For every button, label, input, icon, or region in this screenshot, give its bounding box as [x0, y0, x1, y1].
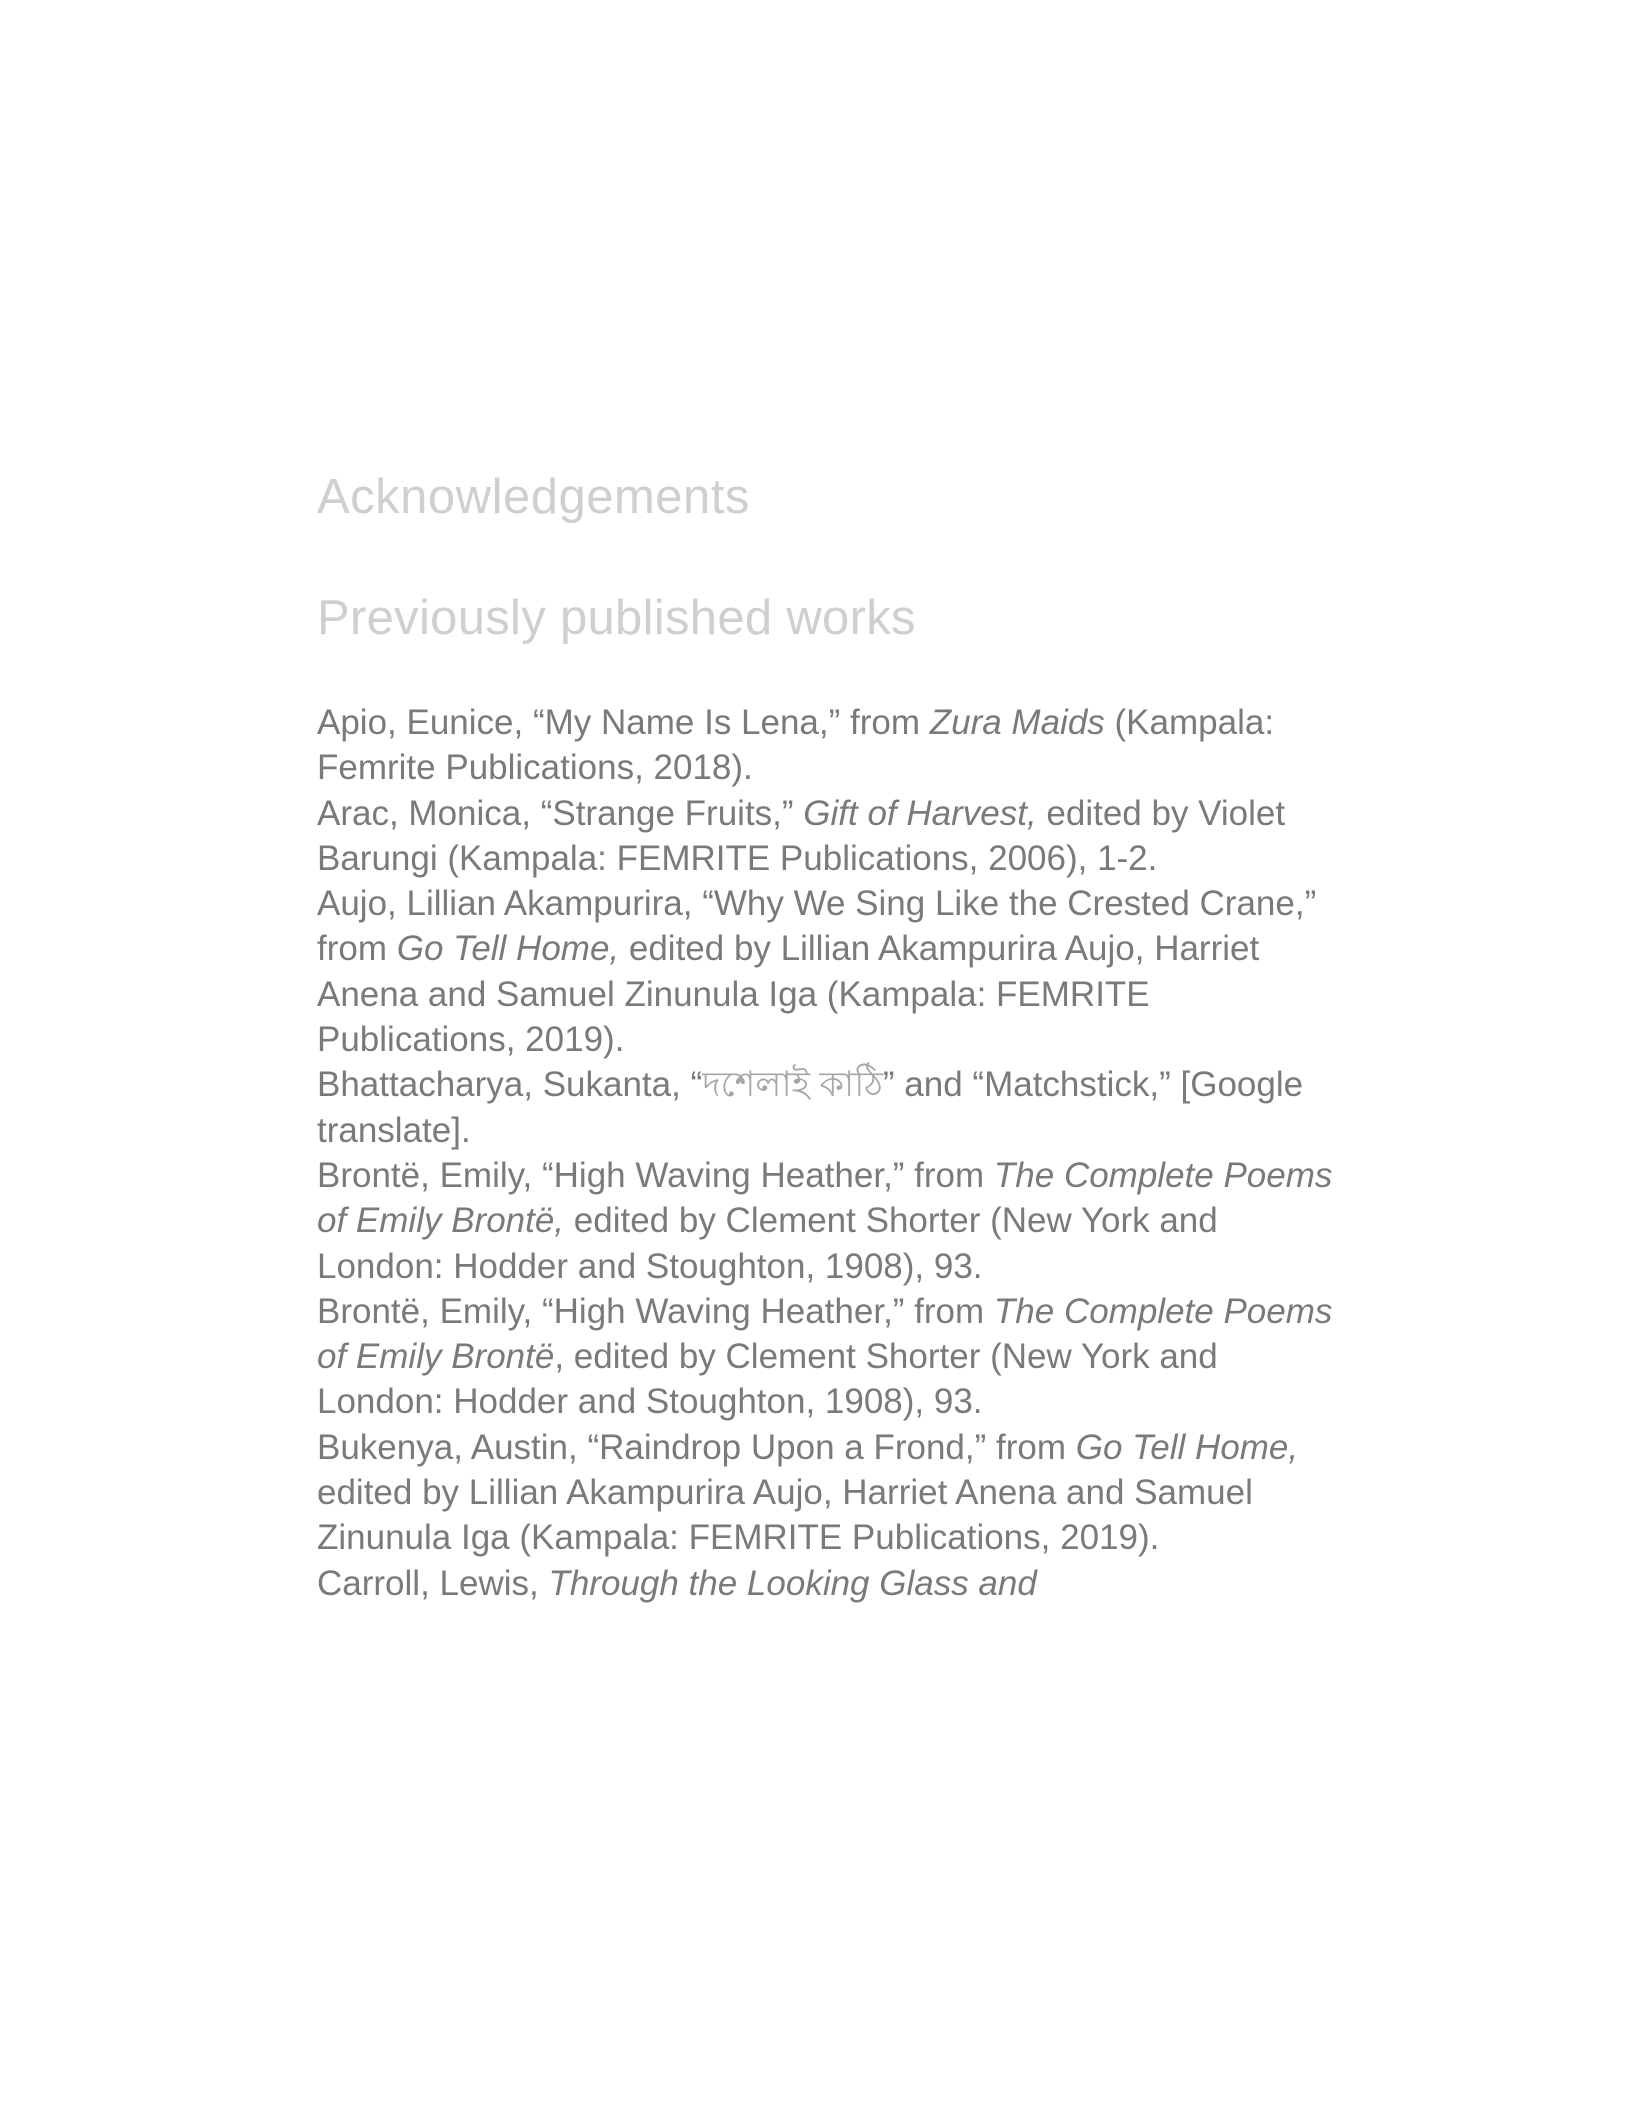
entry-title: “High Waving Heather,” from [541, 1291, 994, 1331]
section-heading: Previously published works [317, 591, 916, 645]
entry-details: edited by Violet Barungi (Kampala: FEMRITE Publications, 2006), 1-2. [317, 793, 1286, 878]
entry-author: Brontë, Emily, [317, 1155, 542, 1195]
entry-author: Carroll, Lewis, [317, 1563, 549, 1603]
entry-title: “Raindrop Upon a Frond,” from [587, 1427, 1076, 1467]
entry-author: Bukenya, Austin, [317, 1427, 588, 1467]
entry-details: edited by Lillian Akampurira Aujo, Harriet Anena and Samuel Zinunula Iga (Kampala: FEMRITE Publications, 2019). [317, 1473, 1253, 1558]
entry-work: Go Tell Home, [1075, 1427, 1299, 1467]
page-title: Acknowledgements [317, 470, 750, 524]
entry-author: Brontë, Emily, [317, 1291, 542, 1331]
bibliography-entry-bukenya [317, 1425, 1337, 1561]
bibliography-entry-aujo [317, 881, 1337, 1062]
entry-title: “High Waving Heather,” from [541, 1155, 994, 1195]
bibliography-entry-bronte-1 [317, 1153, 1337, 1289]
entry-work: Gift of Harvest, [803, 793, 1037, 833]
entry-work: The Complete Poems of Emily Brontë, [317, 1155, 1333, 1241]
entry-work: Zura Maids [929, 703, 1105, 742]
bibliography-entry-bhattacharya [317, 1062, 1337, 1153]
entry-details: (Kampala: Femrite Publications, 2018). [317, 703, 1275, 788]
entry-work: Go Tell Home, [396, 929, 620, 969]
bibliography-entry-arac [317, 791, 1337, 882]
entry-details: ” and “Matchstick,” [Google translate]. [317, 1065, 1304, 1150]
bibliography-entry-bronte-2 [317, 1289, 1337, 1425]
entry-author: Apio, Eunice, [317, 703, 533, 742]
bibliography-list [317, 700, 1337, 1606]
entry-work: Through the Looking Glass and [548, 1563, 1037, 1603]
entry-details: , edited by Clement Shorter (New York and London: Hodder and Stoughton, 1908), 93. [317, 1337, 1218, 1422]
entry-bengali-title: দশেলাই কাঠি [702, 1065, 883, 1105]
entry-title: “ [690, 1065, 703, 1105]
bibliography-entry-apio [317, 700, 1337, 791]
entry-title: “Strange Fruits,” [540, 793, 804, 833]
entry-author: Aujo, Lillian Akampurira, [317, 884, 703, 924]
entry-details: edited by Clement Shorter (New York and London: Hodder and Stoughton, 1908), 93. [317, 1201, 1218, 1286]
entry-author: Bhattacharya, Sukanta, [317, 1065, 691, 1105]
entry-title: “Why We Sing Like the Crested Crane,” from [317, 884, 1317, 969]
entry-title: “My Name Is Lena,” from [532, 703, 930, 742]
entry-details: edited by Lillian Akampurira Aujo, Harriet Anena and Samuel Zinunula Iga (Kampala: FEMRITE Publications, 2019). [317, 929, 1260, 1060]
entry-author: Arac, Monica, [317, 793, 541, 833]
entry-work: The Complete Poems of Emily Brontë [317, 1291, 1333, 1377]
bibliography-entry-carroll [317, 1561, 1337, 1606]
